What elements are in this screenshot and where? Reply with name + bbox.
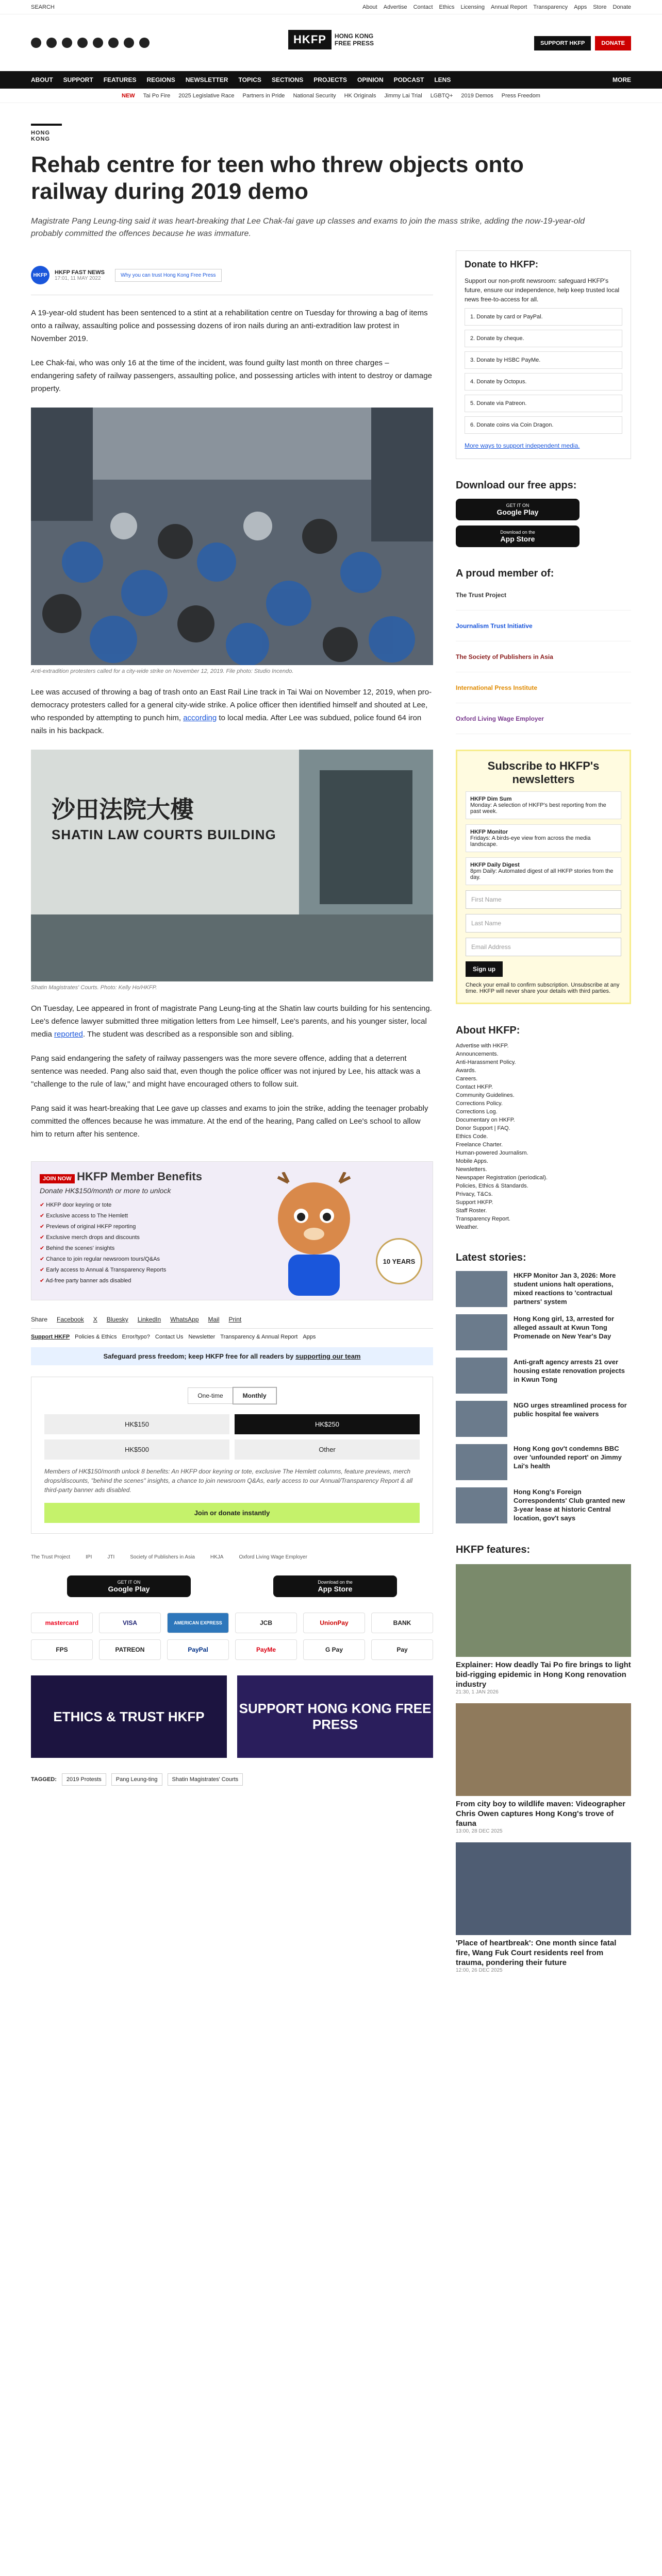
latest-heading: Latest stories:: [456, 1252, 526, 1263]
member-logo[interactable]: International Press Institute: [456, 672, 631, 703]
link[interactable]: Contact Us: [155, 1334, 184, 1340]
newsletter-note: Check your email to confirm subscription. Unsubscribe at any time. HKFP will never share your details with third parties.: [466, 982, 620, 994]
story-item[interactable]: HKFP Monitor Jan 3, 2026: More student unions halt operations, mixed reactions to 'contractual partners' system: [456, 1271, 631, 1307]
membership-description: Members of HK$150/month unlock 8 benefits: An HKFP door keyring or tote, exclusive The Hemlett columns, feature previews, merch drops/discounts, "behind the scenes" insights, a chance to join newsroom Q&As, early access to our Annual/Transparency Report & all third-party banner ads disabled.: [44, 1468, 413, 1494]
partner-logo[interactable]: IPI: [86, 1554, 92, 1560]
donate-option[interactable]: 4. Donate by Octopus.: [465, 373, 622, 391]
payment-logo: FPS: [31, 1639, 93, 1660]
sign-english: SHATIN LAW COURTS BUILDING: [52, 827, 276, 842]
feature-image: [456, 1842, 631, 1935]
app-store-button[interactable]: Download on the App Store: [456, 526, 580, 547]
subnav-item[interactable]: LGBTQ+: [430, 92, 453, 99]
share-mail[interactable]: Mail: [208, 1316, 220, 1323]
story-thumbnail: [456, 1314, 507, 1350]
story-thumbnail: [456, 1401, 507, 1437]
deer-mascot-icon: [257, 1172, 371, 1296]
avatar[interactable]: HKFP: [31, 266, 49, 284]
sidebar: [456, 250, 631, 1973]
story-thumbnail: [456, 1358, 507, 1394]
share-bar: [31, 1316, 433, 1329]
topbar-link[interactable]: Donate: [613, 4, 631, 10]
bluesky-icon[interactable]: [108, 38, 119, 48]
feature-image: [456, 1564, 631, 1657]
payment-logo: PATREON: [99, 1639, 161, 1660]
share-x[interactable]: X: [93, 1316, 97, 1323]
logo-text: HONG KONG FREE PRESS: [334, 32, 374, 47]
about-link[interactable]: Staff Roster.: [456, 1208, 487, 1214]
first-name-field[interactable]: First Name: [466, 890, 621, 909]
reported-link[interactable]: reported: [54, 1030, 83, 1039]
paragraph: Lee Chak-fai, who was only 16 at the time of the incident, was found guilty last month on three charges – endangering safety of railway passengers, assaulting police, and possessing articles with intent to destroy or damage property.: [31, 359, 432, 393]
according-link[interactable]: according: [183, 714, 217, 722]
main-nav: [0, 71, 662, 89]
share-label: Share: [31, 1316, 48, 1323]
member-logo[interactable]: Oxford Living Wage Employer: [456, 703, 631, 734]
member-logo[interactable]: Journalism Trust Initiative: [456, 611, 631, 641]
protest-photo: [31, 408, 433, 665]
payment-logo: VISA: [99, 1613, 161, 1633]
support-team-link[interactable]: supporting our team: [295, 1352, 361, 1360]
about-link[interactable]: Human-powered Journalism.: [456, 1150, 528, 1156]
newsletter-heading: Subscribe to HKFP's newsletters: [487, 759, 600, 786]
about-link[interactable]: Weather.: [456, 1224, 478, 1230]
paragraph: Pang said endangering the safety of railway passengers was the more severe offence, adding that a deterrent sentence was needed. Pang also said that, even though the police officer was not injured by Lee, his attack was a "challenge to the rule of law," and might have encouraged others to follow suit.: [31, 1054, 421, 1089]
payment-logo: G Pay: [303, 1639, 365, 1660]
story-item[interactable]: Hong Kong gov't condemns BBC over 'unfounded report' on Jimmy Lai's health: [456, 1444, 631, 1480]
tag[interactable]: Pang Leung-ting: [111, 1773, 162, 1786]
donation-form: [31, 1377, 433, 1534]
about-link[interactable]: Ethics Code.: [456, 1133, 488, 1140]
payment-logo: BANK: [371, 1613, 433, 1633]
feature-item[interactable]: From city boy to wildlife maven: Videographer Chris Owen captures Hong Kong's trove of fauna 13:00, 28 DEC 2025: [456, 1703, 631, 1834]
donate-text: Support our non-profit newsroom: safeguard HKFP's future, ensure our independence, help keep trusted local news free-to-access for all.: [465, 277, 620, 303]
partner-logo[interactable]: The Trust Project: [31, 1554, 71, 1560]
donate-box: [456, 250, 631, 459]
subnav-item[interactable]: Tai Po Fire: [143, 92, 171, 99]
about-link[interactable]: Awards.: [456, 1067, 476, 1074]
subnav-item[interactable]: 2019 Demos: [461, 92, 493, 99]
about-link[interactable]: Newspaper Registration (periodical).: [456, 1175, 548, 1181]
paragraph: Lee was accused of throwing a bag of trash onto an East Rail Line track in Tai Wai on November 12, 2019, when pro-democracy protesters called for a general city-wide strike. A police officer then identified himself and shouted at Lee, who responded by attempting to punch him, according to local media. After Lee was subdued, police found 64 iron nails in his backpack.: [31, 688, 432, 735]
nav-item[interactable]: SUPPORT: [63, 76, 93, 83]
donate-option[interactable]: 6. Donate coins via Coin Dragon.: [465, 416, 622, 434]
paragraph: A 19-year-old student has been sentenced to a stint at a rehabilitation centre on Tuesday for throwing a bag of items onto a railway, assaulting police and possessing dozens of iron nails during an anti-extradition law protest in November 2019.: [31, 309, 428, 343]
publish-date: 17:01, 11 MAY 2022: [55, 275, 101, 281]
social-icons: [31, 38, 150, 48]
subnav-item[interactable]: National Security: [293, 92, 336, 99]
about-link[interactable]: Policies, Ethics & Standards.: [456, 1183, 528, 1189]
safeguard-banner: Safeguard press freedom; keep HKFP free for all readers by supporting our team: [31, 1347, 433, 1365]
partner-logo[interactable]: HKJA: [210, 1554, 224, 1560]
nav-item[interactable]: PODCAST: [393, 76, 424, 83]
story-thumbnail: [456, 1271, 507, 1307]
search-button[interactable]: SEARCH: [31, 4, 55, 10]
topbar-link[interactable]: Ethics: [439, 4, 455, 10]
feature-item[interactable]: 'Place of heartbreak': One month since fatal fire, Wang Fuk Court residents reel from trauma, pondering their future 12:00, 26 DEC 2025: [456, 1842, 631, 1973]
sub-nav: [0, 89, 662, 103]
site-header: [0, 14, 662, 71]
story-item[interactable]: Hong Kong's Foreign Correspondents' Club granted new 3-year lease at historic Central location, gov't says: [456, 1487, 631, 1523]
link[interactable]: Error/typo?: [122, 1334, 150, 1340]
about-link[interactable]: Corrections Policy.: [456, 1100, 503, 1107]
nav-more[interactable]: MORE: [613, 76, 631, 83]
tag[interactable]: Shatin Magistrates' Courts: [168, 1773, 243, 1786]
about-link[interactable]: Freelance Charter.: [456, 1142, 503, 1148]
sign-chinese: 沙田法院大樓: [52, 795, 194, 823]
logo-box: HKFP: [288, 30, 332, 49]
benefit-item: ✔ Previews of original HKFP reporting: [40, 1222, 424, 1232]
author-name[interactable]: HKFP FAST NEWS: [55, 269, 105, 276]
about-heading: About HKFP:: [456, 1025, 520, 1036]
topbar-link[interactable]: About: [362, 4, 377, 10]
nav-item[interactable]: TOPICS: [238, 76, 261, 83]
subnav-item[interactable]: Press Freedom: [501, 92, 540, 99]
linkedin-icon[interactable]: [124, 38, 134, 48]
benefit-item: ✔ HKFP door keyring or tote: [40, 1200, 424, 1211]
monthly-toggle[interactable]: Monthly: [233, 1387, 276, 1404]
topbar-link[interactable]: Store: [593, 4, 607, 10]
partner-logos: [31, 1554, 433, 1560]
more-ways-link[interactable]: More ways to support independent media.: [465, 442, 580, 449]
amount-option[interactable]: Other: [235, 1439, 420, 1460]
topbar-link[interactable]: Licensing: [460, 4, 485, 10]
tag[interactable]: 2019 Protests: [62, 1773, 106, 1786]
subnav-item[interactable]: Partners in Pride: [242, 92, 285, 99]
newsletter-option[interactable]: HKFP Dim Sum Monday: A selection of HKFP's best reporting from the past week.: [466, 791, 621, 819]
member-logo[interactable]: The Society of Publishers in Asia: [456, 641, 631, 672]
story-item[interactable]: Anti-graft agency arrests 21 over housing estate renovation projects in Kwun Tong: [456, 1358, 631, 1394]
share-print[interactable]: Print: [228, 1316, 242, 1323]
nav-item[interactable]: FEATURES: [103, 76, 137, 83]
link[interactable]: Support HKFP: [31, 1334, 70, 1340]
court-photo: [31, 750, 433, 981]
donate-option[interactable]: 5. Donate via Patreon.: [465, 395, 622, 412]
newsletter-option[interactable]: HKFP Daily Digest 8pm Daily: Automated digest of all HKFP stories from the day.: [466, 857, 621, 885]
benefit-item: ✔ Ad-free party banner ads disabled: [40, 1276, 424, 1286]
benefit-item: ✔ Early access to Annual & Transparency Reports: [40, 1265, 424, 1276]
benefit-item: ✔ Behind the scenes' insights: [40, 1243, 424, 1254]
join-donate-button[interactable]: Join or donate instantly: [44, 1503, 420, 1523]
donate-button[interactable]: DONATE: [595, 36, 631, 50]
rss-icon[interactable]: [139, 38, 150, 48]
about-list: [456, 1042, 631, 1231]
byline: [31, 266, 433, 295]
payment-logo: JCB: [235, 1613, 297, 1633]
nav-item[interactable]: ABOUT: [31, 76, 53, 83]
payment-logo: AMERICAN EXPRESS: [167, 1613, 229, 1633]
link[interactable]: Apps: [303, 1334, 316, 1340]
site-logo[interactable]: [288, 30, 374, 49]
paragraph: On Tuesday, Lee appeared in front of magistrate Pang Leung-ting at the Shatin law courts building for his sentencing. Lee's defence lawyer submitted three mitigation letters from Lee himself, Lee's parents, and his younger sister, local media reported. The student was described as a responsible son and sibling.: [31, 1004, 432, 1039]
payment-logo: Pay: [371, 1639, 433, 1660]
tags-label: TAGGED:: [31, 1776, 57, 1783]
topbar-link[interactable]: Annual Report: [490, 4, 527, 10]
link[interactable]: Transparency & Annual Report: [220, 1334, 298, 1340]
about-link[interactable]: Newsletters.: [456, 1166, 487, 1173]
anniversary-badge: 10 YEARS: [376, 1238, 422, 1284]
nav-item[interactable]: LENS: [434, 76, 451, 83]
topbar-link[interactable]: Apps: [574, 4, 587, 10]
photo-caption: Shatin Magistrates' Courts. Photo: Kelly Ho/HKFP.: [31, 985, 157, 991]
tag-list: [31, 1773, 433, 1786]
ethics-banner[interactable]: ETHICS & TRUST HKFP: [31, 1675, 227, 1758]
share-whatsapp[interactable]: WhatsApp: [170, 1316, 199, 1323]
member-logo[interactable]: The Trust Project: [456, 580, 631, 611]
benefit-item: ✔ Exclusive merch drops and discounts: [40, 1232, 424, 1243]
subnav-item[interactable]: 2025 Legislative Race: [178, 92, 235, 99]
x-icon[interactable]: [46, 38, 57, 48]
share-facebook[interactable]: Facebook: [57, 1316, 84, 1323]
subnav-item[interactable]: Jimmy Lai Trial: [384, 92, 422, 99]
donate-option[interactable]: 1. Donate by card or PayPal.: [465, 308, 622, 326]
amount-option[interactable]: HK$150: [44, 1414, 229, 1434]
link[interactable]: Policies & Ethics: [75, 1334, 117, 1340]
amount-option[interactable]: HK$500: [44, 1439, 229, 1460]
facebook-icon[interactable]: [31, 38, 41, 48]
partner-logo[interactable]: Society of Publishers in Asia: [130, 1554, 195, 1560]
last-name-field[interactable]: Last Name: [466, 914, 621, 933]
newsletter-box: [456, 750, 631, 1004]
member-title: HKFP Member Benefits: [77, 1170, 202, 1183]
google-play-button[interactable]: GET IT ON Google Play: [456, 499, 580, 520]
app-store-button[interactable]: Download on the App Store: [273, 1575, 397, 1597]
donate-heading: Donate to HKFP:: [465, 259, 538, 269]
story-thumbnail: [456, 1487, 507, 1523]
article-lede: Magistrate Pang Leung-ting said it was heart-breaking that Lee Chak-fai gave up classes and exams to join the mass strike, adding the now-19-year-old probably committed the offences because he was immature.: [31, 217, 585, 238]
benefit-item: ✔ Chance to join regular newsroom tours/Q&As: [40, 1254, 424, 1265]
features-heading: HKFP features:: [456, 1544, 531, 1555]
nav-item[interactable]: NEWSLETTER: [185, 76, 228, 83]
about-link[interactable]: Advertise with HKFP.: [456, 1043, 509, 1049]
subnav-item[interactable]: HK Originals: [344, 92, 376, 99]
payment-logo: mastercard: [31, 1613, 93, 1633]
nav-item[interactable]: REGIONS: [146, 76, 175, 83]
about-link[interactable]: Contact HKFP.: [456, 1084, 493, 1090]
member-heading: A proud member of:: [456, 568, 554, 579]
about-link[interactable]: Donor Support | FAQ.: [456, 1125, 510, 1131]
about-link[interactable]: Support HKFP.: [456, 1199, 493, 1206]
donate-option[interactable]: 2. Donate by cheque.: [465, 330, 622, 347]
about-link[interactable]: Announcements.: [456, 1051, 499, 1057]
member-benefits-banner[interactable]: [31, 1161, 433, 1300]
support-button[interactable]: SUPPORT HKFP: [534, 36, 591, 50]
about-link[interactable]: Documentary on HKFP.: [456, 1117, 515, 1123]
about-link[interactable]: Careers.: [456, 1076, 478, 1082]
nav-item[interactable]: OPINION: [357, 76, 384, 83]
newsletter-option[interactable]: HKFP Monitor Fridays: A birds-eye view from across the media landscape.: [466, 824, 621, 852]
partner-logo[interactable]: Oxford Living Wage Employer: [239, 1554, 307, 1560]
youtube-icon[interactable]: [77, 38, 88, 48]
article-body: [31, 250, 433, 1973]
feature-image: [456, 1703, 631, 1796]
donate-option[interactable]: 3. Donate by HSBC PayMe.: [465, 351, 622, 369]
share-bluesky[interactable]: Bluesky: [106, 1316, 128, 1323]
google-play-button[interactable]: GET IT ON Google Play: [67, 1575, 191, 1597]
payment-methods: [31, 1613, 433, 1660]
member-subtitle: Donate HK$150/month or more to unlock: [40, 1187, 171, 1195]
story-thumbnail: [456, 1444, 507, 1480]
payment-logo: PayMe: [235, 1639, 297, 1660]
payment-logo: UnionPay: [303, 1613, 365, 1633]
link[interactable]: Newsletter: [188, 1334, 216, 1340]
story-item[interactable]: Hong Kong girl, 13, arrested for alleged assault at Kwun Tong Promenade on New Year's Day: [456, 1314, 631, 1350]
about-link[interactable]: Privacy, T&Cs.: [456, 1191, 493, 1197]
join-now-badge[interactable]: JOIN NOW: [40, 1174, 75, 1183]
about-link[interactable]: Corrections Log.: [456, 1109, 498, 1115]
amount-option[interactable]: HK$250: [235, 1414, 420, 1434]
about-link[interactable]: Mobile Apps.: [456, 1158, 488, 1164]
support-banner[interactable]: SUPPORT HONG KONG FREE PRESS: [237, 1675, 433, 1758]
footer-links: [31, 1334, 433, 1340]
trust-link[interactable]: Why you can trust Hong Kong Free Press: [115, 269, 222, 282]
signup-button[interactable]: Sign up: [466, 961, 503, 977]
email-field[interactable]: Email Address: [466, 938, 621, 956]
payment-logo: PayPal: [167, 1639, 229, 1660]
photo-caption: Anti-extradition protesters called for a city-wide strike on November 12, 2019. File photo: Studio Incendo.: [31, 668, 294, 674]
paragraph: Pang said it was heart-breaking that Lee gave up classes and exams to join the strike, adding the teenager probably committed the offences because he was immature. At the end of the hearing, Pang called on Lee's school to allow him to return after his sentence.: [31, 1104, 428, 1139]
category-label[interactable]: HONG KONG: [31, 124, 62, 142]
threads-icon[interactable]: [93, 38, 103, 48]
article-title: Rehab centre for teen who threw objects onto railway during 2019 demo: [31, 152, 524, 204]
app-store-buttons: [31, 1575, 433, 1597]
about-link[interactable]: Transparency Report.: [456, 1216, 510, 1222]
partner-logo[interactable]: JTI: [107, 1554, 115, 1560]
new-label: NEW: [122, 92, 135, 99]
story-item[interactable]: NGO urges streamlined process for public hospital fee waivers: [456, 1401, 631, 1437]
one-time-toggle[interactable]: One-time: [188, 1387, 233, 1404]
nav-item[interactable]: PROJECTS: [313, 76, 347, 83]
share-linkedin[interactable]: LinkedIn: [137, 1316, 161, 1323]
topbar: [0, 0, 662, 14]
apps-heading: Download our free apps:: [456, 480, 577, 491]
topbar-link[interactable]: Transparency: [533, 4, 568, 10]
benefit-item: ✔ Exclusive access to The Hemlett: [40, 1211, 424, 1222]
topbar-link[interactable]: Advertise: [383, 4, 407, 10]
feature-item[interactable]: Explainer: How deadly Tai Po fire brings to light bid-rigging epidemic in Hong Kong renovation industry 21:30, 1 JAN 2026: [456, 1564, 631, 1695]
nav-item[interactable]: SECTIONS: [271, 76, 304, 83]
about-link[interactable]: Community Guidelines.: [456, 1092, 515, 1098]
topbar-link[interactable]: Contact: [413, 4, 433, 10]
about-link[interactable]: Anti-Harassment Policy.: [456, 1059, 516, 1065]
instagram-icon[interactable]: [62, 38, 72, 48]
